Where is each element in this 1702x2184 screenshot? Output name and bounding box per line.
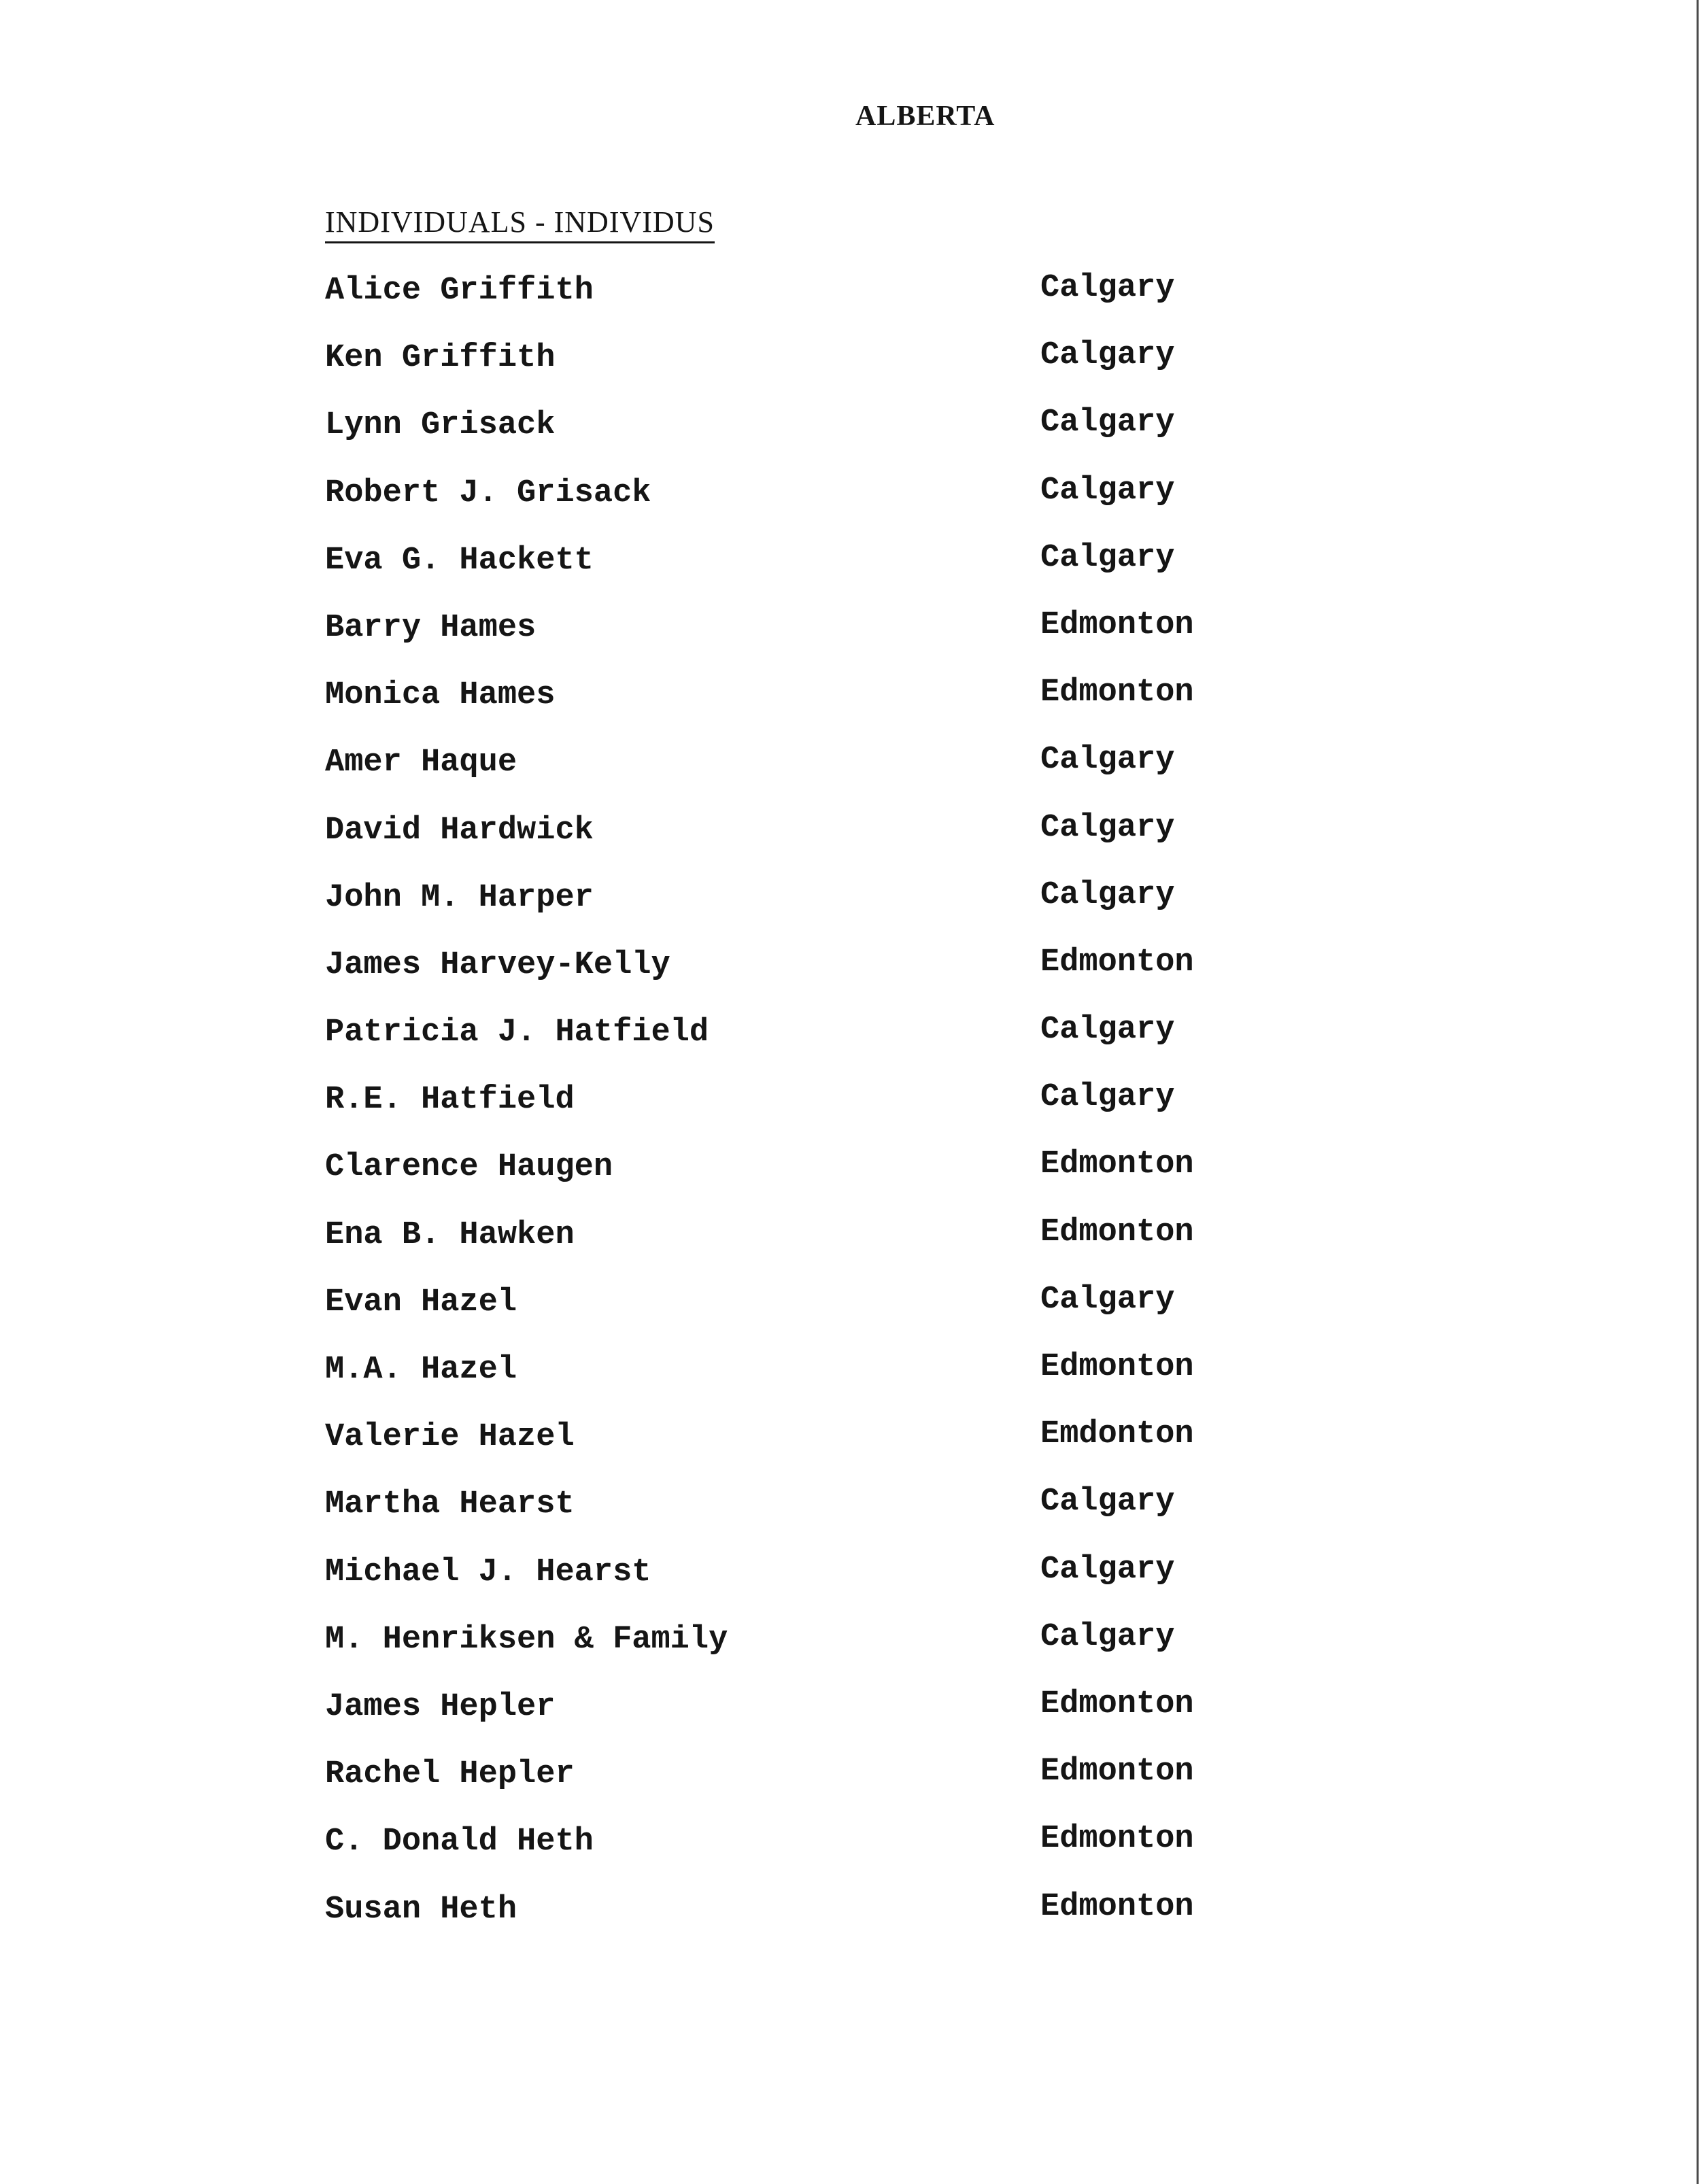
entry-city: Emdonton (1040, 1416, 1194, 1453)
entry-name: Monica Hames (325, 677, 556, 714)
list-item (325, 1146, 1236, 1218)
entry-city: Edmonton (1040, 1214, 1194, 1250)
section-heading: INDIVIDUALS - INDIVIDUS (325, 206, 715, 243)
entry-city: Calgary (1040, 1484, 1175, 1520)
entry-name: Eva G. Hackett (325, 542, 594, 579)
list-item (325, 1079, 1236, 1151)
entry-name: Patricia J. Hatfield (325, 1014, 709, 1051)
entry-city: Calgary (1040, 1079, 1175, 1116)
list-item (325, 1349, 1236, 1421)
entry-city: Calgary (1040, 876, 1175, 913)
list-item (325, 809, 1236, 882)
entry-name: Amer Haque (325, 745, 517, 781)
entry-name: Rachel Hepler (325, 1756, 575, 1793)
entry-name: R.E. Hatfield (325, 1082, 575, 1119)
list-item (325, 675, 1236, 747)
entry-name: Michael J. Hearst (325, 1554, 651, 1590)
entry-name: David Hardwick (325, 812, 594, 849)
list-item (325, 1416, 1236, 1488)
individuals-list (325, 270, 1236, 1961)
list-item (325, 742, 1236, 814)
entry-city: Edmonton (1040, 1146, 1194, 1183)
scan-edge-line (1697, 0, 1699, 2184)
list-item (325, 270, 1236, 342)
entry-city: Edmonton (1040, 675, 1194, 711)
page-title: ALBERTA (855, 101, 995, 132)
entry-name: Susan Heth (325, 1891, 517, 1928)
entry-city: Calgary (1040, 1281, 1175, 1318)
list-item (325, 405, 1236, 477)
list-item (325, 337, 1236, 409)
entry-name: Alice Griffith (325, 273, 594, 309)
list-item (325, 944, 1236, 1017)
entry-name: Ena B. Hawken (325, 1216, 575, 1253)
entry-city: Calgary (1040, 405, 1175, 441)
entry-name: Martha Hearst (325, 1486, 575, 1523)
entry-name: James Harvey-Kelly (325, 946, 670, 983)
entry-name: Robert J. Grisack (325, 475, 651, 511)
entry-city: Calgary (1040, 337, 1175, 374)
list-item (325, 1281, 1236, 1354)
list-item (325, 1888, 1236, 1961)
entry-name: Lynn Grisack (325, 407, 556, 444)
entry-city: Calgary (1040, 1012, 1175, 1048)
list-item (325, 539, 1236, 612)
list-item (325, 472, 1236, 545)
entry-city: Calgary (1040, 1618, 1175, 1655)
entry-city: Edmonton (1040, 1349, 1194, 1385)
list-item (325, 1012, 1236, 1084)
entry-city: Calgary (1040, 1551, 1175, 1588)
entry-name: Valerie Hazel (325, 1419, 575, 1456)
entry-city: Calgary (1040, 539, 1175, 576)
entry-city: Edmonton (1040, 1888, 1194, 1925)
list-item (325, 1618, 1236, 1691)
entry-city: Edmonton (1040, 1754, 1194, 1790)
entry-name: M. Henriksen & Family (325, 1621, 728, 1658)
entry-city: Calgary (1040, 809, 1175, 846)
entry-name: Barry Hames (325, 609, 537, 646)
list-item (325, 1686, 1236, 1758)
entry-name: M.A. Hazel (325, 1352, 517, 1388)
entry-city: Calgary (1040, 742, 1175, 779)
entry-name: C. Donald Heth (325, 1824, 594, 1860)
entry-name: Evan Hazel (325, 1284, 517, 1320)
entry-city: Calgary (1040, 270, 1175, 306)
entry-city: Edmonton (1040, 607, 1194, 643)
list-item (325, 607, 1236, 679)
list-item (325, 1754, 1236, 1826)
entry-name: James Hepler (325, 1688, 556, 1725)
entry-city: Calgary (1040, 472, 1175, 509)
entry-name: John M. Harper (325, 879, 594, 916)
list-item (325, 876, 1236, 949)
entry-city: Edmonton (1040, 1821, 1194, 1858)
list-item (325, 1214, 1236, 1286)
entry-city: Edmonton (1040, 944, 1194, 980)
entry-name: Clarence Haugen (325, 1149, 613, 1186)
entry-city: Edmonton (1040, 1686, 1194, 1722)
entry-name: Ken Griffith (325, 340, 556, 377)
list-item (325, 1551, 1236, 1624)
list-item (325, 1821, 1236, 1893)
list-item (325, 1484, 1236, 1556)
